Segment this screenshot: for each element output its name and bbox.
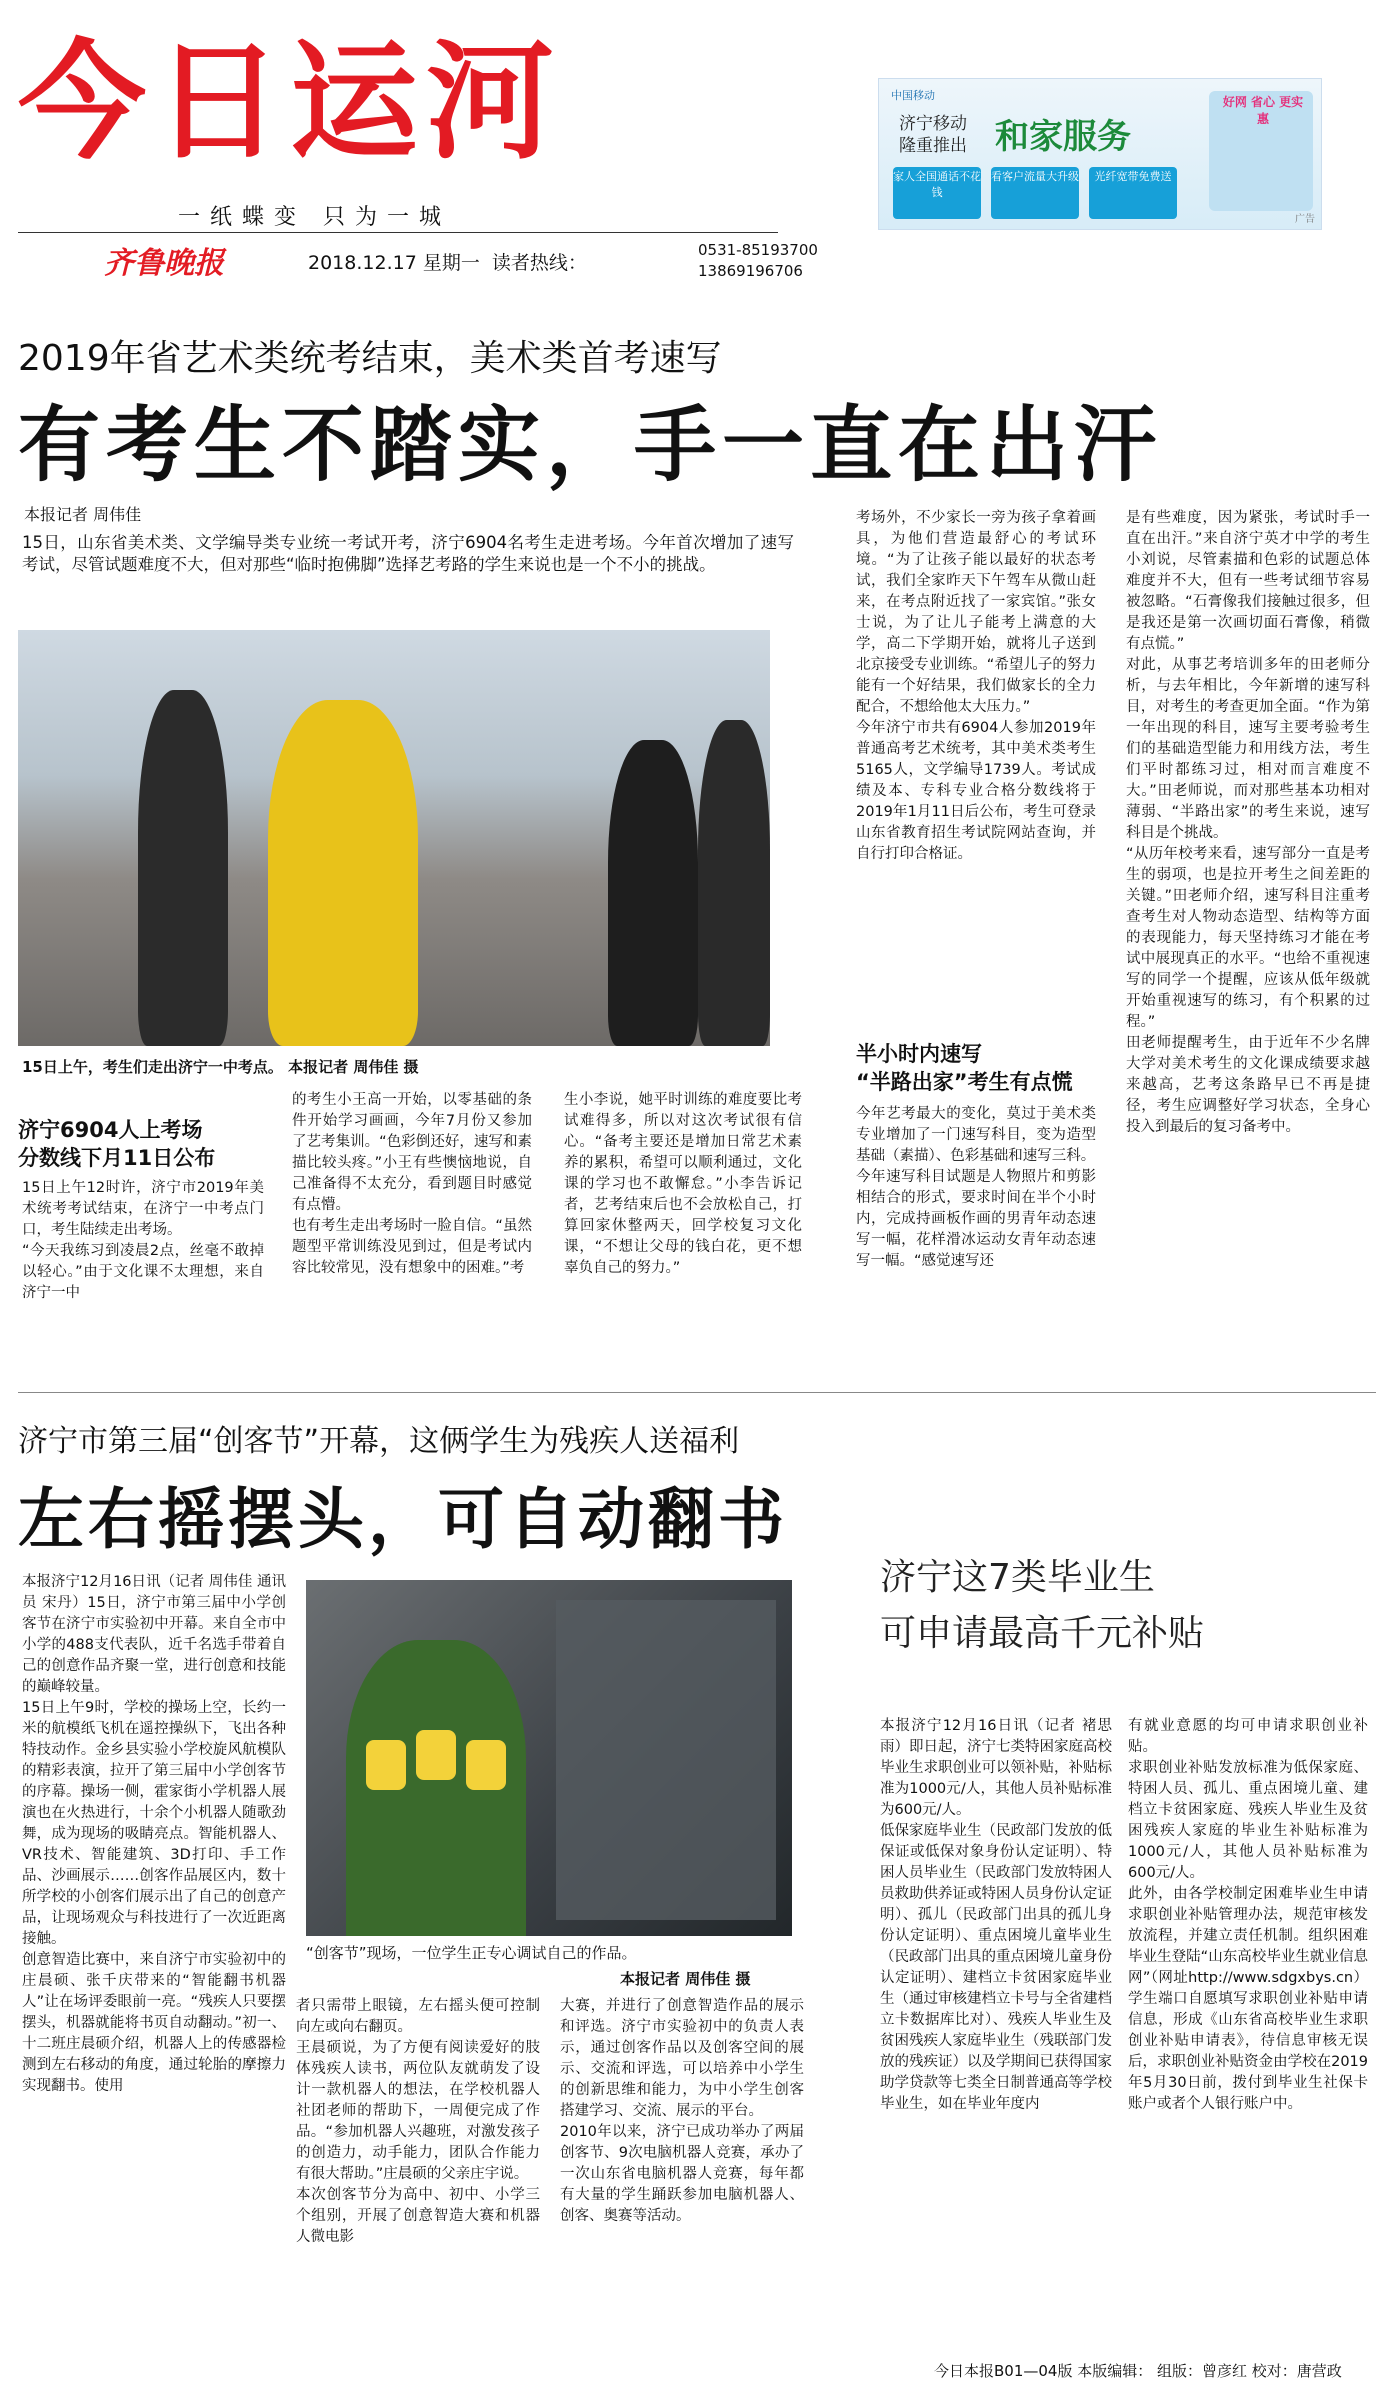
- ad-line1: 济宁移动: [899, 114, 967, 134]
- ad-intro: [899, 113, 967, 157]
- masthead-slogan: 一纸蝶变 只为一城: [178, 205, 451, 230]
- story1-col-b: 的考生小王高一开始，以零基础的条件开始学习画画，今年7月份又参加了艺考集训。“色彩倒还好，速写和素描比较头疼。”小王有些懊恼地说，自己准备得不太充分，看到题目时感觉有点懵。 也有考生走出考场时一脸自信。“虽然题型平常训练没见到过，但是考试内容比较常见，没有想象中的困难。”考: [292, 1092, 532, 1276]
- hotline-numbers: [698, 240, 818, 282]
- story1-lead: 15日，山东省美术类、文学编导类专业统一考试开考，济宁6904名考生走进考场。今年首次增加了速写考试，尽管试题难度不大，但对那些“临时抱佛脚”选择艺考路的学生来说也是一个不小的挑战。: [22, 533, 794, 574]
- ad-brand: 中国移动: [891, 89, 935, 102]
- story1-subtitle: 2019年省艺术类统考结束，美术类首考速写: [18, 338, 722, 379]
- story1-col-e: 今年艺考最大的变化，莫过于美术类专业增加了一门速写科目，变为造型基础（素描）、色彩基础和速写三科。 今年速写科目试题是人物照片和剪影相结合的形式，要求时间在半个小时内，完成持画板作画的男青年动态速写一幅，花样滑冰运动女青年动态速写一幅。“感觉速写还: [856, 1106, 1096, 1269]
- issue-date: [308, 248, 587, 275]
- side-head-line2: 分数线下月11日公布: [18, 1146, 216, 1170]
- story2-photo-caption: “创客节”现场，一位学生正专心调试自己的作品。: [306, 1944, 637, 1962]
- story2-subtitle: 济宁市第三届“创客节”开幕，这俩学生为残疾人送福利: [18, 1424, 740, 1459]
- hotline-label: 读者热线：: [491, 252, 587, 274]
- story1-col-a: 15日上午12时许，济宁市2019年美术统考考试结束，在济宁一中考点门口，考生陆续走出考场。 “今天我练习到凌晨2点，丝毫不敢掉以轻心。”由于文化课不太理想，来自济宁一中: [22, 1180, 264, 1301]
- story1-photo-caption: 15日上午，考生们走出济宁一中考点。 本报记者 周伟佳 摄: [22, 1058, 419, 1076]
- masthead-title: 今日运河: [18, 28, 563, 177]
- story1-side-head: [18, 1116, 215, 1172]
- story2-photo-credit: 本报记者 周伟佳 摄: [620, 1970, 751, 1988]
- ad-tag: 好网 省心 更实惠: [1222, 95, 1304, 126]
- story3-col-a: 本报济宁12月16日讯（记者 褚思雨）即日起，济宁七类特困家庭高校毕业生求职创业可以领补贴，补贴标准为1000元/人，其他人员补贴标准为600元/人。 低保家庭毕业生（民政部门发放的低保证或低保对象身份认定证明）、特困人员毕业生（民政部门发放特困人员救助供养证或特困人员身份认定证明）、孤儿（民政部门出具的孤儿身份认定证明）、重点困境儿童毕业生（民政部门出具的重点困境儿童身份认定证明）、建档立卡贫困家庭毕业生（通过审核建档立卡号与全省建档立卡数据库比对）、残疾人毕业生及贫困残疾人家庭毕业生（残联部门发放的残疾证）以及学期间已获得国家助学贷款等七类全日制普通高等学校毕业生，如在毕业年度内: [880, 1718, 1112, 2112]
- subhead-line1: 半小时内速写: [856, 1042, 982, 1066]
- story1-headline: 有考生不踏实，手一直在出汗: [18, 398, 1163, 493]
- story3-headline-line2: 可申请最高千元补贴: [880, 1613, 1205, 1654]
- story2-col-c: 大赛，并进行了创意智造作品的展示和评选。济宁市实验初中的负责人表示，通过创客作品以及创客空间的展示、交流和评选，可以培养中小学生的创新思维和能力，为中小学生创客搭建学习、交流、展示的平台。 2010年以来，济宁已成功举办了两届创客节、9次电脑机器人竞赛，承办了一次山东省电脑机器人竞赛，每年都有大量的学生踊跃参加电脑机器人、创客、奥赛等活动。: [560, 1998, 804, 2224]
- ad-chip-1: 家人全国通话不花钱: [893, 167, 981, 219]
- ad-mark: 广告: [1295, 214, 1315, 225]
- date-text: 2018.12.17 星期一: [308, 252, 480, 274]
- ad-chip-2: 看客户流量大升级: [991, 167, 1079, 219]
- story1-photo: [18, 630, 770, 1046]
- hotline-2: 13869196706: [698, 262, 803, 280]
- story3-headline: [880, 1550, 1376, 1654]
- section-divider: [18, 1392, 1376, 1393]
- story2-col-b: 者只需带上眼镜，左右摇头便可控制向左或向右翻页。 王晨硕说，为了方便有阅读爱好的肢体残疾人读书，两位队友就萌发了设计一款机器人的想法，在学校机器人社团老师的帮助下，一周便完成了作品。“参加机器人兴趣班，对激发孩子的创造力，动手能力，团队合作能力有很大帮助。”庄晨硕的父亲庄宇说。 本次创客节分为高中、初中、小学三个组别，开展了创意智造大赛和机器人微电影: [296, 1998, 540, 2245]
- story3-col-b: 有就业意愿的均可申请求职创业补贴。 求职创业补贴发放标准为低保家庭、特困人员、孤儿、重点困境儿童、建档立卡贫困家庭、残疾人毕业生及贫困残疾人家庭的毕业生补贴标准为1000元/人，其他人员补贴标准为600元/人。 此外，由各学校制定困难毕业生申请求职创业补贴管理办法，规范审核发放流程，并建立责任机制。组织困难毕业生登陆“山东高校毕业生就业信息网”（网址http://www.sdgxbys.cn）学生端口自愿填写求职创业补贴申请信息，形成《山东省高校毕业生求职创业补贴申请表》，待信息审核无误后，求职创业补贴资金由学校在2019年5月30日前，拨付到毕业生社保卡账户或者个人银行账户中。: [1128, 1718, 1368, 2112]
- story1-col-d: 考场外，不少家长一旁为孩子拿着画具，为他们营造最舒心的考试环境。“为了让孩子能以最好的状态考试，我们全家昨天下午驾车从微山赶来，在考点附近找了一家宾馆。”张女士说，为了让儿子能考上满意的大学，高二下学期开始，就将儿子送到北京接受专业训练。“希望儿子的努力能有一个好结果，我们做家长的全力配合，不想给他太大压力。” 今年济宁市共有6904人参加2019年普通高考艺术统考，其中美术类考生5165人，文学编导1739人。考试成绩及本、专科专业合格分数线将于2019年1月11日后公布，考生可登录山东省教育招生考试院网站查询，并自行打印合格证。: [856, 510, 1096, 862]
- page-footer: 今日本报B01—04版 本版编辑： 组版：曾彦红 校对：唐营政: [934, 2362, 1342, 2380]
- story3-headline-line1: 济宁这7类毕业生: [880, 1557, 1155, 1598]
- ad-chip-3: 光纤宽带免费送: [1089, 167, 1177, 219]
- subhead-line2: “半路出家”考生有点慌: [856, 1070, 1073, 1094]
- story1-col-f: 是有些难度，因为紧张，考试时手一直在出汗。”来自济宁英才中学的考生小刘说，尽管素描和色彩的试题总体难度并不大，但有一些考试细节容易被忽略。“石膏像我们接触过很多，但是我还是第一次画切面石膏像，稍微有点慌。” 对此，从事艺考培训多年的田老师分析，与去年相比，今年新增的速写科目，对考生的考查更加全面。“作为第一年出现的科目，速写主要考验考生们的基础造型能力和用线方法，考生们平时都练习过，相对而言难度不大。”田老师说，而对那些基本功相对薄弱、“半路出家”的考生来说，速写科目是个挑战。 “从历年校考来看，速写部分一直是考生的弱项，也是拉开考生之间差距的关键。”田老师介绍，速写科目注重考查考生对人物动态造型、结构等方面的表现能力，每天坚持练习才能在考试中展现真正的水平。“也给不重视速写的同学一个提醒，应该从低年级就开始重视速写的练习，有个积累的过程。” 田老师提醒考生，由于近年不少名牌大学对美术考生的文化课成绩要求越来越高，艺考这条路早已不再是捷径，考生应调整好学习状态，全身心投入到最后的复习备考中。: [1126, 510, 1370, 1135]
- ad-line2: 隆重推出: [899, 136, 967, 156]
- story2-headline: 左右摇摆头，可自动翻书: [18, 1481, 788, 1558]
- hotline-1: 0531-85193700: [698, 241, 818, 259]
- masthead-divider: [18, 232, 778, 233]
- story1-col-c: 生小李说，她平时训练的难度要比考试难得多，所以对这次考试很有信心。“备考主要还是增加日常艺术素养的累积，希望可以顺利通过，文化课的学习也不敢懈怠。”小李告诉记者，艺考结束后也不会放松自己，打算回家休整两天，回学校复习文化课，“不想让父母的钱白花，更不想辜负自己的努力。”: [564, 1092, 802, 1276]
- story1-byline: 本报记者 周伟佳: [24, 505, 142, 524]
- story2-photo: [306, 1580, 792, 1936]
- side-head-line1: 济宁6904人上考场: [18, 1118, 203, 1142]
- story1-subhead: [856, 1040, 1073, 1096]
- paper-logo: 齐鲁晚报: [104, 246, 224, 281]
- ad-slogan: 和家服务: [995, 117, 1131, 157]
- ad-banner[interactable]: [878, 78, 1322, 230]
- story2-col-a: 本报济宁12月16日讯（记者 周伟佳 通讯员 宋丹）15日，济宁市第三届中小学创客节在济宁市实验初中开幕。来自全市中小学的488支代表队，近千名选手带着自己的创意作品齐聚一堂，进行创意和技能的巅峰较量。 15日上午9时，学校的操场上空，长约一米的航模纸飞机在遥控操纵下，飞出各种特技动作。金乡县实验小学校旋风航模队的精彩表演，拉开了第三届中小学创客节的序幕。操场一侧，霍家街小学机器人展演也在火热进行，十余个小机器人随歌劲舞，成为现场的吸睛亮点。智能机器人、VR技术、智能建筑、3D打印、手工作品、沙画展示……创客作品展区内，数十所学校的小创客们展示出了自己的创意产品，让现场观众与科技进行了一次近距离接触。 创意智造比赛中，来自济宁市实验初中的庄晨硕、张千庆带来的“智能翻书机器人”让在场评委眼前一亮。“残疾人只要摆摆头，机器就能将书页自动翻动。”初一、十二班庄晨硕介绍，机器人上的传感器检测到左右移动的角度，通过轮胎的摩擦力实现翻书。使用: [22, 1574, 286, 2094]
